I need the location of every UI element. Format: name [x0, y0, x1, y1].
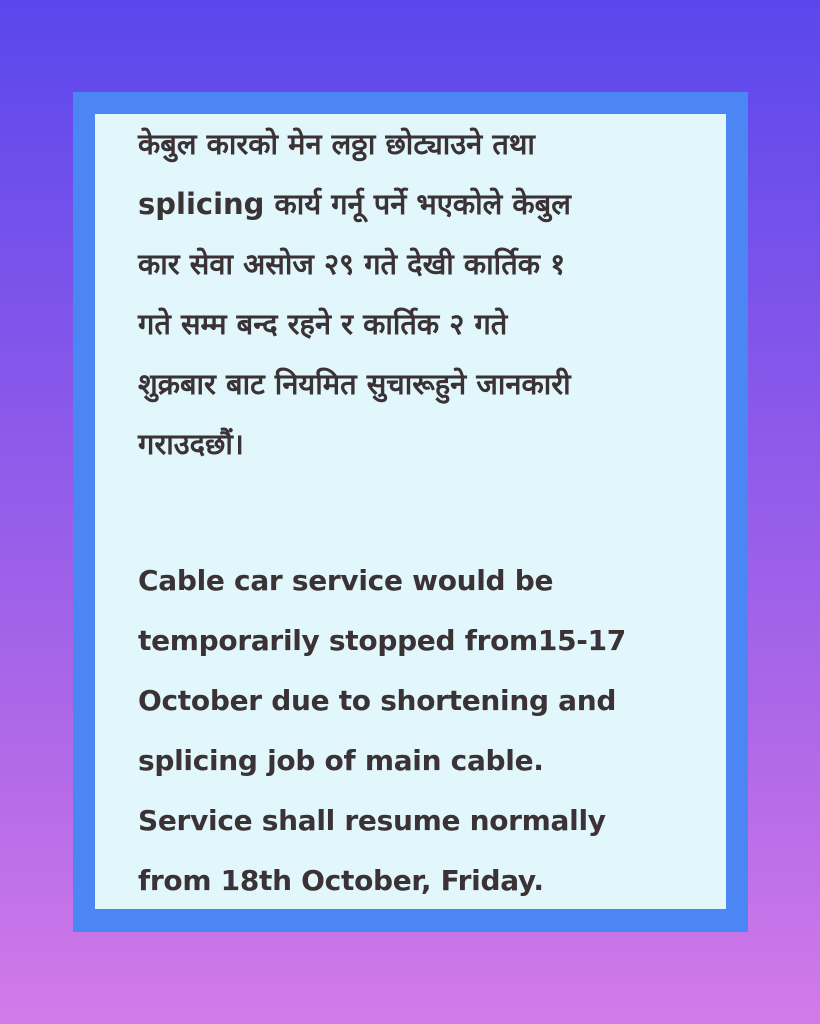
english-line: Service shall resume normally: [138, 804, 606, 837]
english-line: temporarily stopped from15-17: [138, 624, 626, 657]
nepali-line: कार सेवा असोज २९ गते देखी कार्तिक १: [138, 247, 566, 281]
english-line: Cable car service would be: [138, 564, 554, 597]
nepali-line: केबुल कारको मेन लठ्ठा छोट्याउने तथा: [138, 127, 535, 161]
nepali-line: गराउदछौं।: [138, 427, 244, 461]
english-line: from 18th October, Friday.: [138, 864, 544, 897]
english-notice-text: [138, 551, 698, 909]
nepali-notice-text: [138, 114, 698, 474]
notice-card: [95, 114, 726, 909]
nepali-line: गते सम्म बन्द रहने र कार्तिक २ गते: [138, 307, 508, 341]
english-line: October due to shortening and: [138, 684, 617, 717]
notice-frame: [73, 92, 748, 932]
nepali-line: splicing कार्य गर्नू पर्ने भएकोले केबुल: [138, 187, 571, 221]
nepali-line: शुक्रबार बाट नियमित सुचारूहुने जानकारी: [138, 367, 571, 401]
english-line: splicing job of main cable.: [138, 744, 544, 777]
